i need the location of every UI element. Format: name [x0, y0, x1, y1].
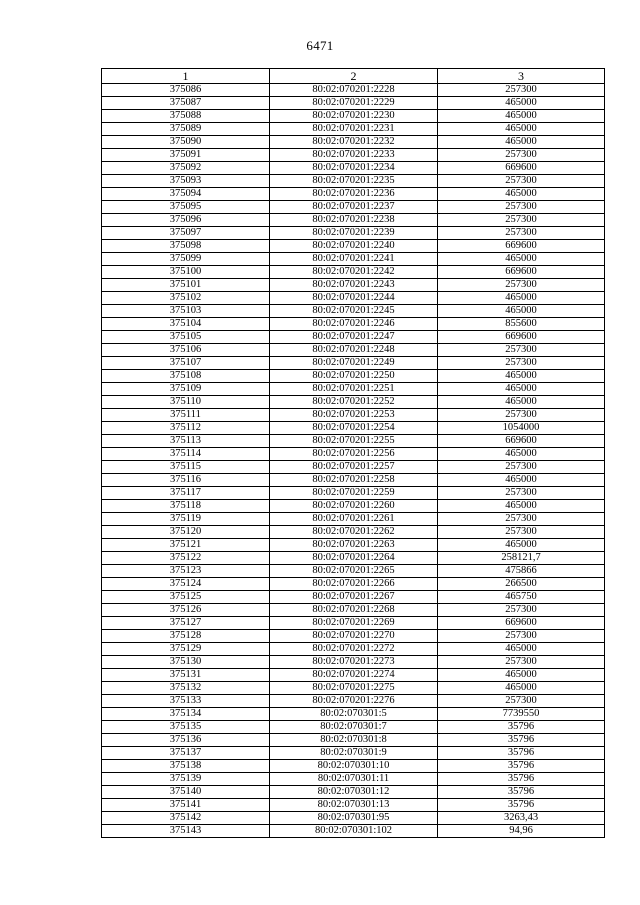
cadastral-number-cell: 80:02:070201:2258 [270, 474, 438, 487]
row-number-cell: 375093 [102, 175, 270, 188]
row-number-cell: 375126 [102, 604, 270, 617]
cadastral-number-cell: 80:02:070201:2246 [270, 318, 438, 331]
cadastral-number-cell: 80:02:070201:2240 [270, 240, 438, 253]
table-row [102, 591, 605, 604]
value-cell: 3263,43 [438, 812, 605, 825]
row-number-cell: 375102 [102, 292, 270, 305]
table-row [102, 240, 605, 253]
value-cell: 257300 [438, 279, 605, 292]
value-cell: 257300 [438, 149, 605, 162]
cadastral-number-cell: 80:02:070201:2230 [270, 110, 438, 123]
value-cell: 465000 [438, 370, 605, 383]
table-row [102, 786, 605, 799]
row-number-cell: 375143 [102, 825, 270, 838]
value-cell: 465000 [438, 110, 605, 123]
cadastral-number-cell: 80:02:070201:2232 [270, 136, 438, 149]
table-row [102, 630, 605, 643]
table-row [102, 279, 605, 292]
cadastral-number-cell: 80:02:070201:2251 [270, 383, 438, 396]
row-number-cell: 375124 [102, 578, 270, 591]
row-number-cell: 375131 [102, 669, 270, 682]
table-row [102, 656, 605, 669]
cadastral-number-cell: 80:02:070201:2276 [270, 695, 438, 708]
cadastral-number-cell: 80:02:070301:10 [270, 760, 438, 773]
row-number-cell: 375100 [102, 266, 270, 279]
table-row [102, 162, 605, 175]
table-row [102, 318, 605, 331]
row-number-cell: 375142 [102, 812, 270, 825]
table-row [102, 188, 605, 201]
value-cell: 1054000 [438, 422, 605, 435]
value-cell: 465000 [438, 396, 605, 409]
row-number-cell: 375127 [102, 617, 270, 630]
cadastral-number-cell: 80:02:070201:2268 [270, 604, 438, 617]
table-row [102, 409, 605, 422]
table-row [102, 487, 605, 500]
value-cell: 257300 [438, 214, 605, 227]
value-cell: 257300 [438, 409, 605, 422]
cadastral-number-cell: 80:02:070201:2242 [270, 266, 438, 279]
cadastral-number-cell: 80:02:070301:13 [270, 799, 438, 812]
value-cell: 257300 [438, 461, 605, 474]
row-number-cell: 375090 [102, 136, 270, 149]
value-cell: 257300 [438, 344, 605, 357]
cadastral-number-cell: 80:02:070201:2229 [270, 97, 438, 110]
value-cell: 465000 [438, 253, 605, 266]
cadastral-number-cell: 80:02:070201:2254 [270, 422, 438, 435]
cadastral-number-cell: 80:02:070201:2259 [270, 487, 438, 500]
row-number-cell: 375089 [102, 123, 270, 136]
row-number-cell: 375132 [102, 682, 270, 695]
row-number-cell: 375107 [102, 357, 270, 370]
cadastral-number-cell: 80:02:070201:2248 [270, 344, 438, 357]
table-row [102, 396, 605, 409]
cadastral-number-cell: 80:02:070201:2228 [270, 84, 438, 97]
value-cell: 855600 [438, 318, 605, 331]
row-number-cell: 375114 [102, 448, 270, 461]
value-cell: 35796 [438, 721, 605, 734]
row-number-cell: 375105 [102, 331, 270, 344]
row-number-cell: 375139 [102, 773, 270, 786]
cadastral-number-cell: 80:02:070201:2261 [270, 513, 438, 526]
cadastral-number-cell: 80:02:070201:2256 [270, 448, 438, 461]
table-row [102, 500, 605, 513]
row-number-cell: 375122 [102, 552, 270, 565]
table-row [102, 682, 605, 695]
row-number-cell: 375134 [102, 708, 270, 721]
table-row [102, 136, 605, 149]
value-cell: 257300 [438, 526, 605, 539]
row-number-cell: 375121 [102, 539, 270, 552]
cadastral-number-cell: 80:02:070201:2236 [270, 188, 438, 201]
cadastral-number-cell: 80:02:070301:5 [270, 708, 438, 721]
cadastral-number-cell: 80:02:070201:2275 [270, 682, 438, 695]
row-number-cell: 375112 [102, 422, 270, 435]
table-row [102, 565, 605, 578]
table-row [102, 721, 605, 734]
table-row [102, 669, 605, 682]
row-number-cell: 375108 [102, 370, 270, 383]
table-row [102, 539, 605, 552]
cadastral-number-cell: 80:02:070201:2273 [270, 656, 438, 669]
row-number-cell: 375101 [102, 279, 270, 292]
table-row [102, 305, 605, 318]
value-cell: 35796 [438, 773, 605, 786]
row-number-cell: 375086 [102, 84, 270, 97]
row-number-cell: 375098 [102, 240, 270, 253]
row-number-cell: 375136 [102, 734, 270, 747]
cadastral-number-cell: 80:02:070201:2247 [270, 331, 438, 344]
value-cell: 465000 [438, 136, 605, 149]
cadastral-number-cell: 80:02:070201:2243 [270, 279, 438, 292]
table-row [102, 526, 605, 539]
row-number-cell: 375116 [102, 474, 270, 487]
value-cell: 257300 [438, 175, 605, 188]
table-row [102, 708, 605, 721]
row-number-cell: 375091 [102, 149, 270, 162]
table-row [102, 149, 605, 162]
value-cell: 35796 [438, 799, 605, 812]
row-number-cell: 375138 [102, 760, 270, 773]
row-number-cell: 375123 [102, 565, 270, 578]
table-row [102, 643, 605, 656]
table-row [102, 370, 605, 383]
value-cell: 669600 [438, 162, 605, 175]
row-number-cell: 375129 [102, 643, 270, 656]
cadastral-number-cell: 80:02:070301:9 [270, 747, 438, 760]
cadastral-number-cell: 80:02:070201:2249 [270, 357, 438, 370]
cadastral-number-cell: 80:02:070201:2234 [270, 162, 438, 175]
cadastral-number-cell: 80:02:070301:95 [270, 812, 438, 825]
table-row [102, 617, 605, 630]
row-number-cell: 375119 [102, 513, 270, 526]
cadastral-number-cell: 80:02:070201:2237 [270, 201, 438, 214]
cadastral-number-cell: 80:02:070201:2253 [270, 409, 438, 422]
table-row [102, 84, 605, 97]
cadastral-number-cell: 80:02:070301:12 [270, 786, 438, 799]
row-number-cell: 375088 [102, 110, 270, 123]
row-number-cell: 375118 [102, 500, 270, 513]
table-row [102, 357, 605, 370]
value-cell: 465000 [438, 539, 605, 552]
row-number-cell: 375095 [102, 201, 270, 214]
row-number-cell: 375087 [102, 97, 270, 110]
cadastral-number-cell: 80:02:070201:2245 [270, 305, 438, 318]
value-cell: 35796 [438, 734, 605, 747]
row-number-cell: 375117 [102, 487, 270, 500]
table-row [102, 97, 605, 110]
row-number-cell: 375103 [102, 305, 270, 318]
value-cell: 465000 [438, 383, 605, 396]
row-number-cell: 375099 [102, 253, 270, 266]
table-row [102, 422, 605, 435]
row-number-cell: 375096 [102, 214, 270, 227]
table-row [102, 175, 605, 188]
cadastral-number-cell: 80:02:070301:8 [270, 734, 438, 747]
row-number-cell: 375097 [102, 227, 270, 240]
value-cell: 465000 [438, 123, 605, 136]
table-row [102, 799, 605, 812]
value-cell: 7739550 [438, 708, 605, 721]
cadastral-number-cell: 80:02:070201:2241 [270, 253, 438, 266]
row-number-cell: 375113 [102, 435, 270, 448]
row-number-cell: 375115 [102, 461, 270, 474]
table-row [102, 227, 605, 240]
cadastral-number-cell: 80:02:070201:2252 [270, 396, 438, 409]
table-row [102, 604, 605, 617]
cadastral-number-cell: 80:02:070201:2262 [270, 526, 438, 539]
table-row [102, 110, 605, 123]
cadastral-number-cell: 80:02:070301:11 [270, 773, 438, 786]
row-number-cell: 375106 [102, 344, 270, 357]
value-cell: 669600 [438, 435, 605, 448]
cadastral-number-cell: 80:02:070201:2238 [270, 214, 438, 227]
value-cell: 257300 [438, 604, 605, 617]
value-cell: 257300 [438, 357, 605, 370]
table-header [102, 69, 605, 84]
row-number-cell: 375125 [102, 591, 270, 604]
value-cell: 257300 [438, 227, 605, 240]
value-cell: 465000 [438, 188, 605, 201]
value-cell: 257300 [438, 84, 605, 97]
table-row [102, 201, 605, 214]
row-number-cell: 375128 [102, 630, 270, 643]
row-number-cell: 375137 [102, 747, 270, 760]
cadastral-number-cell: 80:02:070201:2272 [270, 643, 438, 656]
cadastral-number-cell: 80:02:070201:2267 [270, 591, 438, 604]
column-header-3: 3 [438, 69, 605, 84]
cadastral-number-cell: 80:02:070301:102 [270, 825, 438, 838]
row-number-cell: 375092 [102, 162, 270, 175]
value-cell: 465000 [438, 500, 605, 513]
table-row [102, 292, 605, 305]
table-row [102, 383, 605, 396]
table-body [102, 84, 605, 838]
cadastral-number-cell: 80:02:070201:2260 [270, 500, 438, 513]
value-cell: 465000 [438, 305, 605, 318]
value-cell: 669600 [438, 266, 605, 279]
row-number-cell: 375130 [102, 656, 270, 669]
cadastral-number-cell: 80:02:070201:2257 [270, 461, 438, 474]
value-cell: 266500 [438, 578, 605, 591]
table-row [102, 760, 605, 773]
cadastral-number-cell: 80:02:070201:2250 [270, 370, 438, 383]
table-row [102, 734, 605, 747]
cadastral-value-table [101, 68, 605, 838]
row-number-cell: 375109 [102, 383, 270, 396]
row-number-cell: 375133 [102, 695, 270, 708]
value-cell: 257300 [438, 695, 605, 708]
cadastral-number-cell: 80:02:070301:7 [270, 721, 438, 734]
row-number-cell: 375094 [102, 188, 270, 201]
table-row [102, 513, 605, 526]
cadastral-number-cell: 80:02:070201:2244 [270, 292, 438, 305]
column-header-2: 2 [270, 69, 438, 84]
value-cell: 258121,7 [438, 552, 605, 565]
value-cell: 257300 [438, 487, 605, 500]
cadastral-number-cell: 80:02:070201:2255 [270, 435, 438, 448]
value-cell: 465000 [438, 682, 605, 695]
value-cell: 465000 [438, 669, 605, 682]
value-cell: 465750 [438, 591, 605, 604]
table-row [102, 266, 605, 279]
value-cell: 35796 [438, 747, 605, 760]
table-row [102, 435, 605, 448]
value-cell: 257300 [438, 201, 605, 214]
table-row [102, 253, 605, 266]
header-row [102, 69, 605, 84]
cadastral-number-cell: 80:02:070201:2266 [270, 578, 438, 591]
cadastral-number-cell: 80:02:070201:2269 [270, 617, 438, 630]
cadastral-number-cell: 80:02:070201:2265 [270, 565, 438, 578]
value-cell: 35796 [438, 786, 605, 799]
value-cell: 669600 [438, 331, 605, 344]
value-cell: 475866 [438, 565, 605, 578]
value-cell: 465000 [438, 448, 605, 461]
row-number-cell: 375141 [102, 799, 270, 812]
table-row [102, 773, 605, 786]
cadastral-number-cell: 80:02:070201:2264 [270, 552, 438, 565]
table-row [102, 825, 605, 838]
table-row [102, 552, 605, 565]
table-row [102, 578, 605, 591]
table-row [102, 747, 605, 760]
cadastral-number-cell: 80:02:070201:2270 [270, 630, 438, 643]
value-cell: 465000 [438, 643, 605, 656]
row-number-cell: 375120 [102, 526, 270, 539]
column-header-1: 1 [102, 69, 270, 84]
value-cell: 257300 [438, 656, 605, 669]
table-row [102, 214, 605, 227]
value-cell: 257300 [438, 513, 605, 526]
row-number-cell: 375140 [102, 786, 270, 799]
cadastral-number-cell: 80:02:070201:2263 [270, 539, 438, 552]
cadastral-number-cell: 80:02:070201:2231 [270, 123, 438, 136]
value-cell: 669600 [438, 617, 605, 630]
value-cell: 465000 [438, 97, 605, 110]
value-cell: 669600 [438, 240, 605, 253]
table-row [102, 474, 605, 487]
table-row [102, 461, 605, 474]
value-cell: 35796 [438, 760, 605, 773]
cadastral-number-cell: 80:02:070201:2239 [270, 227, 438, 240]
table-row [102, 123, 605, 136]
row-number-cell: 375104 [102, 318, 270, 331]
value-cell: 257300 [438, 630, 605, 643]
table-row [102, 448, 605, 461]
row-number-cell: 375110 [102, 396, 270, 409]
cadastral-number-cell: 80:02:070201:2233 [270, 149, 438, 162]
table-row [102, 695, 605, 708]
cadastral-number-cell: 80:02:070201:2235 [270, 175, 438, 188]
table-row [102, 344, 605, 357]
value-cell: 94,96 [438, 825, 605, 838]
table-row [102, 812, 605, 825]
value-cell: 465000 [438, 292, 605, 305]
table-row [102, 331, 605, 344]
page-number: 6471 [306, 38, 334, 53]
value-cell: 465000 [438, 474, 605, 487]
row-number-cell: 375111 [102, 409, 270, 422]
cadastral-number-cell: 80:02:070201:2274 [270, 669, 438, 682]
row-number-cell: 375135 [102, 721, 270, 734]
